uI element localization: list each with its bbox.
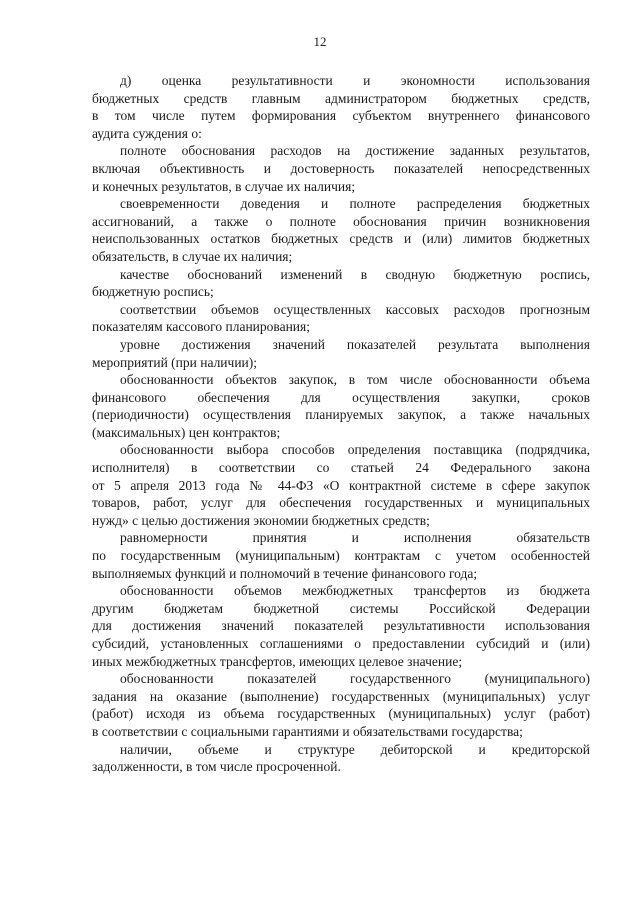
text-line: равномерности принятия и исполнения обязательств — [120, 530, 590, 546]
text-line: обоснованности выбора способов определения поставщика (подрядчика, — [120, 442, 590, 458]
text-line: показателям кассового планирования; — [92, 319, 310, 335]
paragraph — [92, 741, 590, 776]
text-line: бюджетную роспись; — [92, 284, 214, 300]
text-line: наличии, объеме и структуре дебиторской и кредиторской — [120, 741, 590, 757]
text-line: д) оценка результативности и экономности использования — [120, 73, 590, 88]
text-line: обоснованности объемов межбюджетных трансфертов из бюджета — [120, 583, 590, 599]
paragraph — [92, 529, 590, 582]
text-line: обоснованности объектов закупок, в том числе обоснованности объема — [120, 372, 590, 388]
text-line: в том числе путем формирования субъектом внутреннего финансового — [92, 108, 590, 124]
text-line: финансового обеспечения для осуществления закупки, сроков — [92, 389, 590, 405]
paragraph — [92, 72, 590, 142]
paragraph — [92, 582, 590, 670]
text-line: бюджетных средств главным администратором бюджетных средств, — [92, 90, 590, 106]
paragraph — [92, 336, 590, 371]
document-body — [92, 72, 590, 776]
paragraph — [92, 301, 590, 336]
text-line: неиспользованных остатков бюджетных средств и (или) лимитов бюджетных — [92, 231, 590, 247]
text-line: по государственным (муниципальным) контрактам с учетом особенностей — [92, 548, 590, 564]
text-line: (периодичности) осуществления планируемых закупок, а также начальных — [92, 407, 590, 423]
text-line: уровне достижения значений показателей результата выполнения — [120, 336, 590, 352]
text-line: мероприятий (при наличии); — [92, 354, 258, 370]
text-line: аудита суждения о: — [92, 125, 202, 141]
paragraph — [92, 670, 590, 740]
text-line: для достижения значений показателей результативности использования — [92, 618, 590, 634]
paragraph — [92, 441, 590, 529]
text-line: товаров, работ, услуг для обеспечения государственных и муниципальных — [92, 495, 590, 511]
text-line: и конечных результатов, в случае их наличия; — [92, 178, 356, 194]
text-line: задания на оказание (выполнение) государственных (муниципальных) услуг — [92, 688, 590, 704]
text-line: иных межбюджетных трансфертов, имеющих целевое значение; — [92, 653, 463, 669]
page-number: 12 — [313, 34, 327, 49]
text-line: субсидий, установленных соглашениями о предоставлении субсидий и (или) — [92, 636, 590, 651]
text-line: задолженности, в том числе просроченной. — [92, 759, 341, 775]
text-line: полноте обоснования расходов на достижение заданных результатов, — [120, 143, 590, 159]
text-line: (работ) исходя из объема государственных (муниципальных) услуг (работ) — [92, 706, 590, 722]
text-line: обоснованности показателей государственного (муниципального) — [120, 671, 590, 687]
text-line: исполнителя) в соответствии со статьей 24 Федерального закона — [92, 460, 590, 476]
text-line: выполняемых функций и полномочий в течение финансового года; — [92, 565, 478, 581]
paragraph — [92, 266, 590, 301]
paragraph — [92, 195, 590, 265]
text-line: ассигнований, а также о полноте обоснования причин возникновения — [92, 213, 590, 229]
paragraph — [92, 371, 590, 441]
text-line: в соответствии с социальными гарантиями и обязательствами государства; — [92, 723, 523, 739]
text-line: соответствии объемов осуществленных кассовых расходов прогнозным — [120, 301, 590, 317]
text-line: включая объективность и достоверность показателей непосредственных — [92, 160, 590, 176]
text-line: своевременности доведения и полноте распределения бюджетных — [120, 196, 590, 212]
text-line: нужд» с целью достижения экономии бюджетных средств; — [92, 512, 430, 528]
text-line: качестве обоснований изменений в сводную бюджетную роспись, — [120, 266, 590, 282]
text-line: обязательств, в случае их наличия; — [92, 248, 293, 264]
text-line: (максимальных) цен контрактов; — [92, 424, 281, 440]
text-line: от 5 апреля 2013 года № 44-ФЗ «О контрактной системе в сфере закупок — [92, 477, 590, 493]
text-line: другим бюджетам бюджетной системы Российской Федерации — [92, 600, 590, 616]
paragraph — [92, 142, 590, 195]
